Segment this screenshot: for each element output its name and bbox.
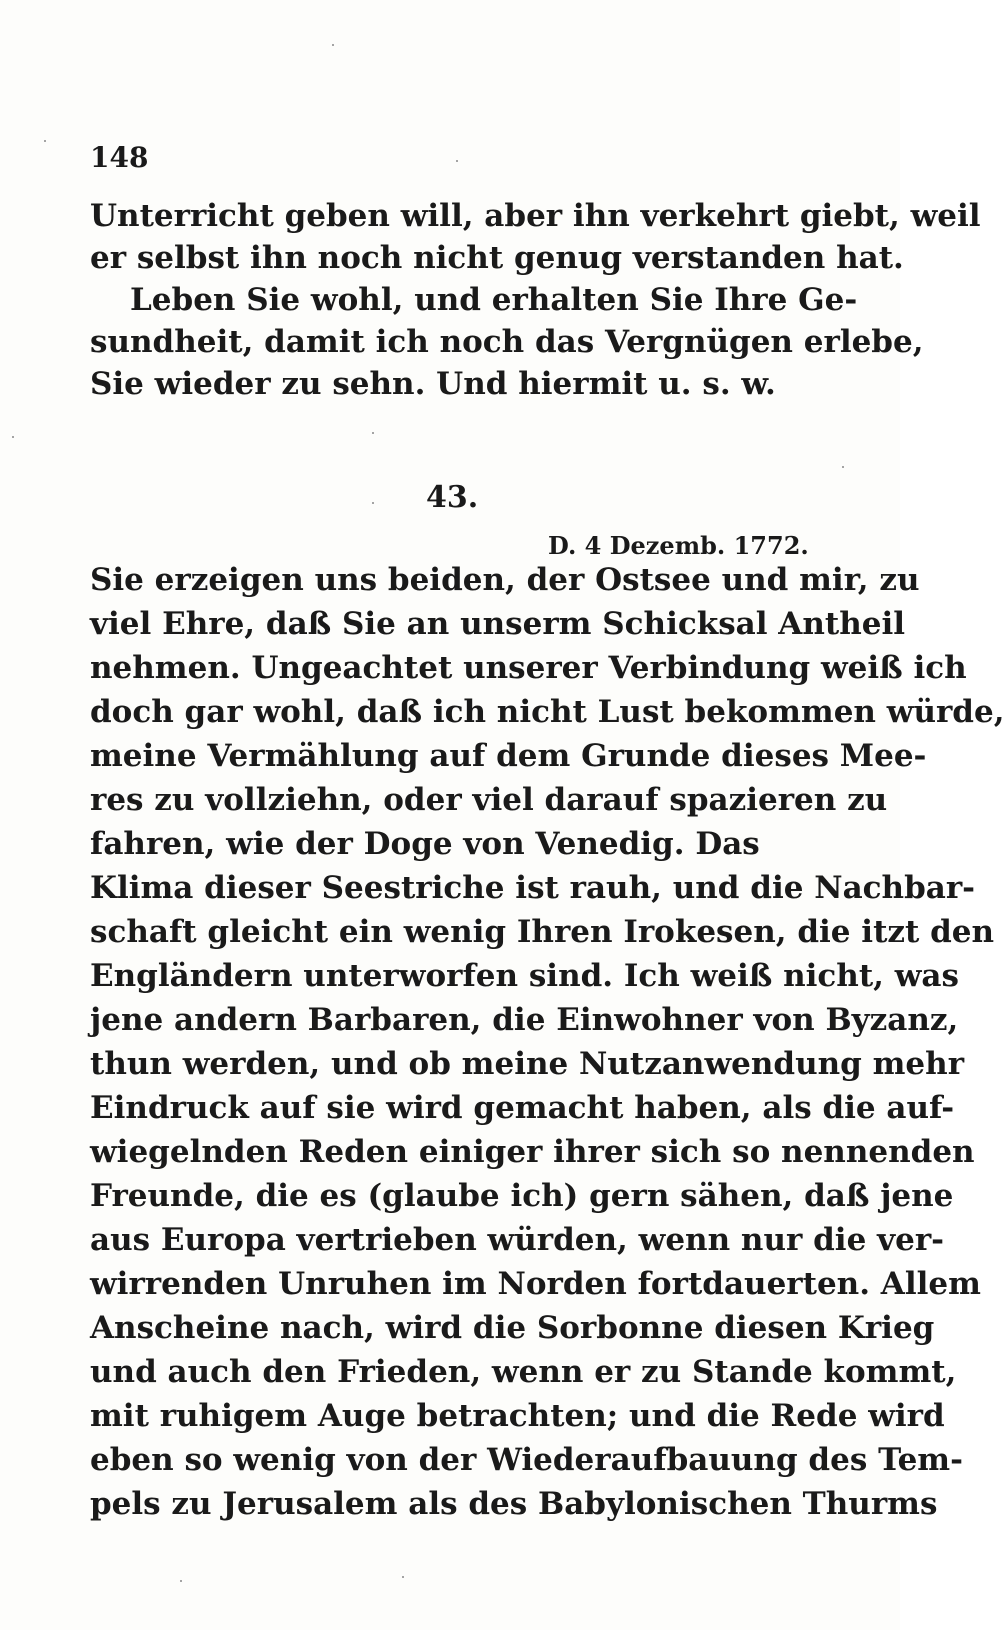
scan-speck <box>372 502 374 504</box>
text-line: schaft gleicht ein wenig Ihren Irokesen, die itzt den <box>90 914 995 950</box>
text-line: pels zu Jerusalem als des Babylonischen Thurms <box>90 1486 938 1522</box>
scan-speck <box>332 44 334 46</box>
page-number: 148 <box>90 141 149 174</box>
letter-number: 43. <box>426 480 479 515</box>
text-line: wiegelnden Reden einiger ihrer sich so nennenden <box>90 1134 975 1170</box>
text-line: Leben Sie wohl, und erhalten Sie Ihre Ge- <box>130 282 858 318</box>
letter-date: D. 4 Dezemb. 1772. <box>548 531 809 560</box>
text-line: meine Vermählung auf dem Grunde dieses Mee- <box>90 738 927 774</box>
scan-speck <box>372 432 374 434</box>
text-line: viel Ehre, daß Sie an unserm Schicksal Antheil <box>90 606 906 642</box>
text-line: eben so wenig von der Wiederaufbauung des Tem- <box>90 1442 963 1478</box>
text-line: nehmen. Ungeachtet unserer Verbindung weiß ich <box>90 650 967 686</box>
text-line: Sie wieder zu sehn. Und hiermit u. s. w. <box>90 366 776 402</box>
text-line: mit ruhigem Auge betrachten; und die Rede wird <box>90 1398 945 1434</box>
text-line: Eindruck auf sie wird gemacht haben, als die auf- <box>90 1090 955 1126</box>
text-line: Klima dieser Seestriche ist rauh, und die Nachbar- <box>90 870 976 906</box>
text-line: und auch den Frieden, wenn er zu Stande kommt, <box>90 1354 957 1390</box>
text-line: jene andern Barbaren, die Einwohner von Byzanz, <box>90 1002 959 1038</box>
text-line: res zu vollziehn, oder viel darauf spazieren zu <box>90 782 888 818</box>
text-line: fahren, wie der Doge von Venedig. Das <box>90 826 760 862</box>
text-line: Sie erzeigen uns beiden, der Ostsee und mir, zu <box>90 562 920 598</box>
text-line: Anscheine nach, wird die Sorbonne diesen Krieg <box>90 1310 935 1346</box>
scan-speck <box>456 160 458 162</box>
text-line: aus Europa vertrieben würden, wenn nur die ver- <box>90 1222 945 1258</box>
text-line: Engländern unterworfen sind. Ich weiß nicht, was <box>90 958 959 994</box>
text-line: thun werden, und ob meine Nutzanwendung mehr <box>90 1046 965 1082</box>
text-line: er selbst ihn noch nicht genug verstanden hat. <box>90 240 904 276</box>
text-line: Unterricht geben will, aber ihn verkehrt giebt, weil <box>90 198 981 234</box>
scan-speck <box>12 436 14 438</box>
scan-speck <box>180 1580 182 1582</box>
scan-speck <box>44 140 46 142</box>
text-line: doch gar wohl, daß ich nicht Lust bekommen würde, <box>90 694 1005 730</box>
text-line: Freunde, die es (glaube ich) gern sähen, daß jene <box>90 1178 954 1214</box>
scan-speck <box>402 1576 404 1578</box>
scan-speck <box>842 466 844 468</box>
text-line: sundheit, damit ich noch das Vergnügen erlebe, <box>90 324 924 360</box>
text-line: wirrenden Unruhen im Norden fortdauerten. Allem <box>90 1266 981 1302</box>
